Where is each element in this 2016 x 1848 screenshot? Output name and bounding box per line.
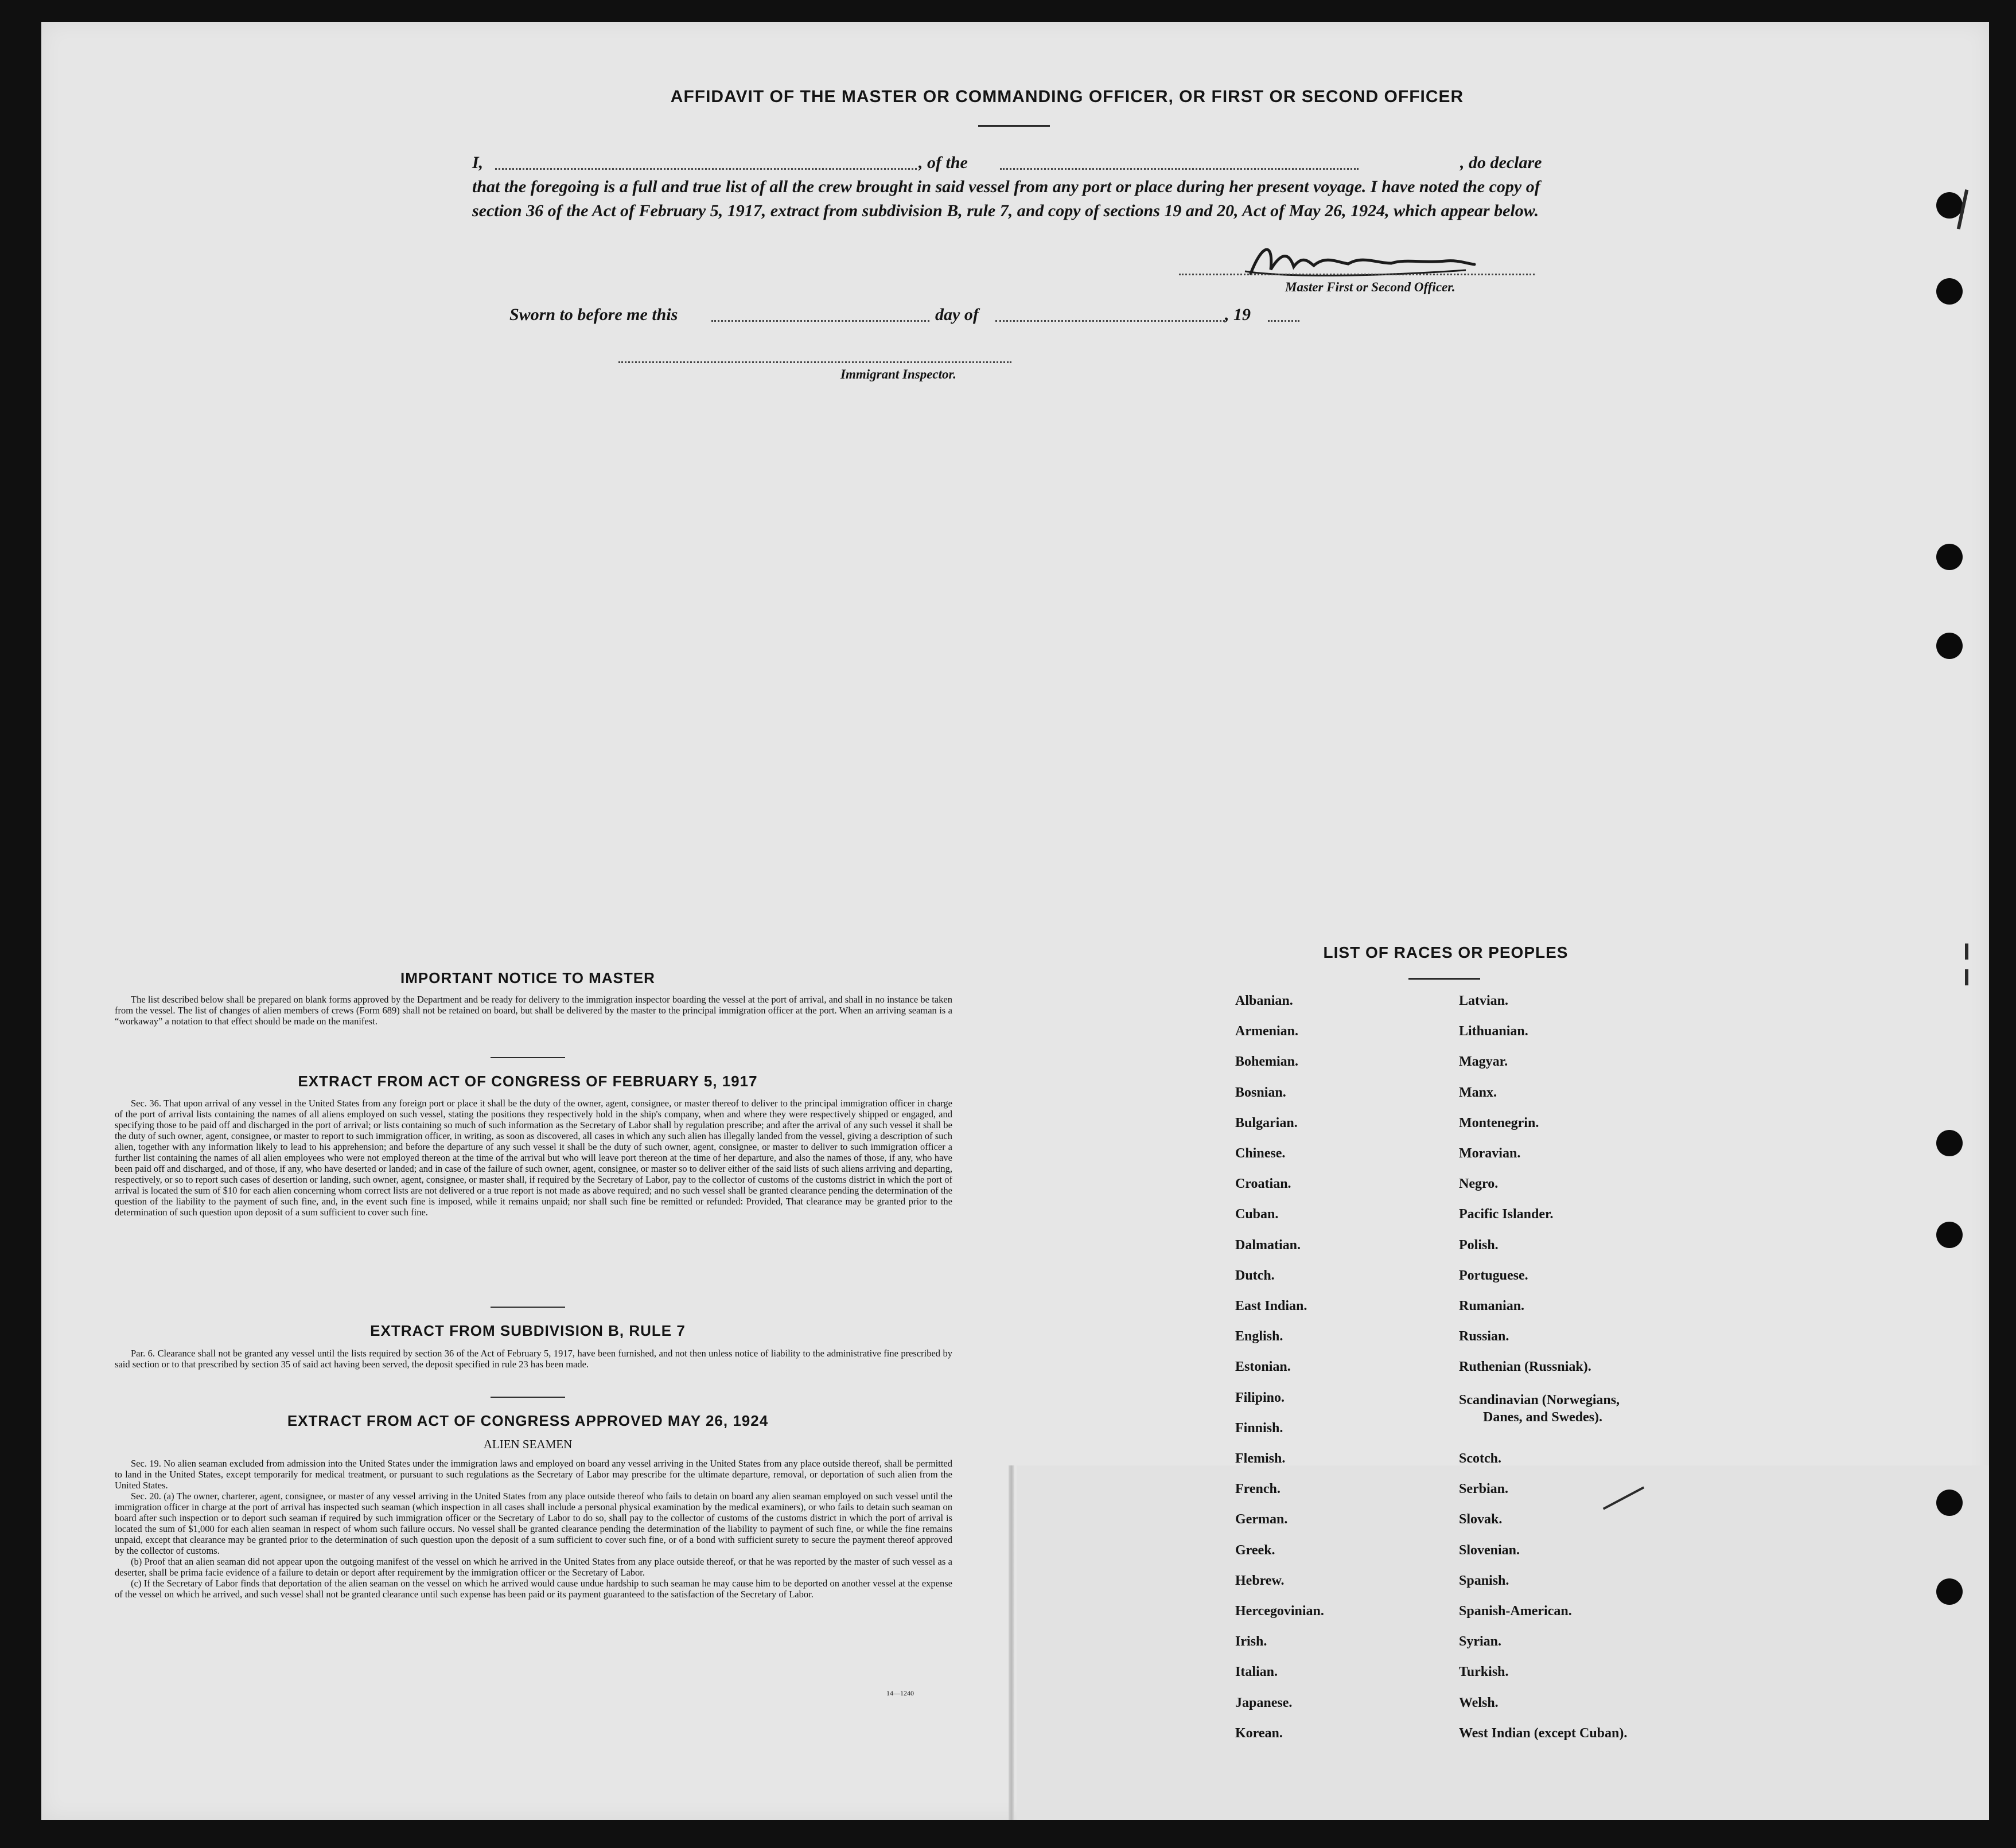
race-item: Montenegrin.	[1459, 1116, 1539, 1130]
binder-hole-icon	[1936, 278, 1963, 305]
affidavit-of-label: , of the	[919, 153, 968, 172]
affidavit-title: AFFIDAVIT OF THE MASTER OR COMMANDING OFFICER, OR FIRST OR SECOND OFFICER	[670, 87, 1464, 106]
race-item: West Indian (except Cuban).	[1459, 1726, 1628, 1741]
extract-1917-body: Sec. 36. That upon arrival of any vessel in the United States from any foreign port or place it shall be the duty of the owner, agent, consignee, or master thereof to deliver to the principal immigration officer in charge of the port of arrival lists containing the names of all aliens employed on such vessel, stating the positions they respectively hold in the ship's company, when and where they were respectively shipped or engaged, and specifying those to be paid off and discharged in the port of arrival; or lists containing so much of such information as the Secretary of Labor shall by regulation prescribe; and after the arrival of any such vessel it shall be the duty of such owner, agent, consignee, or master to report to such immigration officer, in writing, as soon as discovered, all cases in which any such alien has illegally landed from the vessel, giving a description of such alien, together with any information likely to lead to his apprehension; and before the departure of any such vessel it shall be the duty of such owner, agent, consignee, or master to deliver to such immigration officer a further list containing the names of all alien employees who were not employed thereon at the time of the arrival but who will leave port thereon at the time of her departure, and also the names of those, if any, who have been paid off and discharged, and of those, if any, who have deserted or landed; and in case of the failure of such owner, agent, consignee, or master so to deliver either of the said lists of such aliens arriving and departing, respectively, or so to report such cases of desertion or landing, such owner, agent, consignee, or master shall, if required by the Secretary of Labor, pay to the collector of customs of the customs district in which the port of arrival is located the sum of $10 for each alien concerning whom correct lists are not delivered or a true report is not made as above required; and no such vessel shall be granted clearance pending the determination of the question of the liability to the payment of such fine, and, in the event such fine is imposed, while it remains unpaid; nor shall such fine be remitted or refunded: Provided, That clearance may be granted prior to the determination of such question upon deposit of a sum sufficient to cover such fine.	[115, 1098, 952, 1218]
race-item: English.	[1235, 1329, 1283, 1344]
race-item: Manx.	[1459, 1085, 1497, 1100]
name-blank[interactable]	[495, 168, 917, 170]
race-item: Spanish.	[1459, 1573, 1509, 1588]
sec20a-paragraph: Sec. 20. (a) The owner, charterer, agent, consignee, or master of any vessel arriving in the United States from any place outside thereof who fails to detain on board any alien seaman employed on such vessel until the immigration officer in charge at the port of arrival has inspected such seaman (which inspection in all cases shall include a personal physical examination by the medical examiners), or who fails to detain such seaman on board after such inspection or to deport such seaman if required by such immigration officer or the Secretary of Labor to do so, shall pay to the collector of customs of the customs district in which the port of arrival is located the sum of $1,000 for each alien seaman in respect of whom such failure occurs. No vessel shall be granted clearance pending the determination of the liability to payment of such fine, or while the fine remains unpaid, except that clearance may be granted prior to the determination of such question upon the deposit of a sum sufficient to cover such fine, or of a bond with sufficient surety to secure the payment thereof approved by the collector of customs.	[115, 1491, 952, 1556]
notice-title: IMPORTANT NOTICE TO MASTER	[400, 969, 655, 987]
extract-rule7-body: Par. 6. Clearance shall not be granted any vessel until the lists required by section 36 of the Act of February 5, 1917, have been furnished, and not then unless notice of liability to the administrative fine prescribed by said section or to that prescribed by section 35 of said act having been served, the deposit specified in rule 23 has been made.	[115, 1348, 952, 1370]
pencil-mark	[1965, 944, 1968, 960]
affidavit-declaration	[472, 151, 1559, 223]
binder-hole-icon	[1936, 1222, 1963, 1248]
race-item: Rumanian.	[1459, 1299, 1525, 1313]
race-item: Armenian.	[1235, 1024, 1298, 1039]
race-item: Italian.	[1235, 1664, 1278, 1679]
race-item: Croatian.	[1235, 1176, 1291, 1191]
race-item: East Indian.	[1235, 1299, 1307, 1313]
race-item: Korean.	[1235, 1726, 1283, 1741]
race-item: Dutch.	[1235, 1268, 1275, 1283]
sworn-day-blank[interactable]	[711, 320, 929, 322]
extract-rule7-divider	[491, 1397, 565, 1398]
race-item: Moravian.	[1459, 1146, 1521, 1161]
signature-caption: Master First or Second Officer.	[1285, 280, 1455, 294]
races-title-rule	[1408, 978, 1480, 980]
binder-hole-icon	[1936, 1130, 1963, 1156]
inspector-signature-line[interactable]	[618, 361, 1011, 363]
sworn-day-label: day of	[935, 305, 979, 324]
race-item: Hercegovinian.	[1235, 1604, 1324, 1619]
binder-hole-icon	[1936, 1490, 1963, 1516]
race-item: Welsh.	[1459, 1695, 1499, 1710]
race-item: Filipino.	[1235, 1390, 1285, 1405]
race-item: Bohemian.	[1235, 1054, 1299, 1069]
notice-body: The list described below shall be prepared on blank forms approved by the Department and be ready for delivery to the immigration inspector boarding the vessel at the port of arrival, and shall in no instance be taken from the vessel. The list of changes of alien members of crews (Form 689) shall not be retained on board, but shall be delivered by the master to the principal immigration officer at the port. When an arriving seaman is a “workaway” a notation to that effect should be made on the manifest.	[115, 994, 952, 1027]
race-item: Ruthenian (Russniak).	[1459, 1359, 1591, 1374]
race-item: Polish.	[1459, 1238, 1499, 1253]
affidavit-title-rule	[978, 125, 1050, 127]
alien-seamen-subtitle: ALIEN SEAMEN	[483, 1437, 573, 1451]
race-item: Portuguese.	[1459, 1268, 1528, 1283]
binder-hole-icon	[1936, 544, 1963, 570]
race-item: Estonian.	[1235, 1359, 1291, 1374]
race-item: Chinese.	[1235, 1146, 1286, 1161]
binder-hole-icon	[1936, 1578, 1963, 1605]
affidavit-i-label: I,	[472, 153, 484, 172]
race-item: Serbian.	[1459, 1481, 1509, 1496]
race-item: Greek.	[1235, 1543, 1275, 1558]
race-item: Syrian.	[1459, 1634, 1502, 1649]
extract-1917-divider	[491, 1307, 565, 1308]
race-item: Spanish-American.	[1459, 1604, 1572, 1619]
race-item: Dalmatian.	[1235, 1238, 1301, 1253]
race-item: Flemish.	[1235, 1451, 1286, 1466]
signature-icon	[1239, 238, 1480, 284]
inspector-caption: Immigrant Inspector.	[840, 367, 956, 381]
signature-line[interactable]	[1179, 274, 1535, 275]
race-item: French.	[1235, 1481, 1281, 1496]
race-item: Scotch.	[1459, 1451, 1501, 1466]
race-item: Turkish.	[1459, 1664, 1509, 1679]
races-title: LIST OF RACES OR PEOPLES	[1323, 944, 1569, 961]
race-item: Irish.	[1235, 1634, 1267, 1649]
extract-1924-title: EXTRACT FROM ACT OF CONGRESS APPROVED MAY 26, 1924	[287, 1412, 769, 1429]
race-item: Pacific Islander.	[1459, 1207, 1554, 1222]
sworn-label: Sworn to before me this	[509, 305, 678, 324]
race-item: Hebrew.	[1235, 1573, 1285, 1588]
race-item: Bulgarian.	[1235, 1116, 1298, 1130]
race-item: Albanian.	[1235, 993, 1293, 1008]
race-item: Negro.	[1459, 1176, 1499, 1191]
race-item: Magyar.	[1459, 1054, 1508, 1069]
sec19-paragraph: Sec. 19. No alien seaman excluded from admission into the United States under the immigration laws and employed on board any vessel arriving in the United States from any place outside thereof, shall be permitted to land in the United States, except temporarily for medical treatment, or pursuant to such regulations as the Secretary of Labor may prescribe for the ultimate departure, removal, or deportation of such alien from the United States.	[115, 1458, 952, 1491]
sworn-month-blank[interactable]	[995, 320, 1225, 322]
sec20c-paragraph: (c) If the Secretary of Labor finds that deportation of the alien seaman on the vessel on which he arrived would cause undue hardship to such seaman he may cause him to be deported on another vessel at the expense of the vessel on which he arrived, and such vessel shall not be granted clearance until such expense has been paid or its payment guaranteed to the satisfaction of the Secretary of Labor.	[115, 1578, 952, 1600]
race-item: Lithuanian.	[1459, 1024, 1528, 1039]
race-item: Bosnian.	[1235, 1085, 1286, 1100]
race-item: Russian.	[1459, 1329, 1509, 1344]
binder-hole-icon	[1936, 192, 1963, 219]
binder-hole-icon	[1936, 633, 1963, 659]
vessel-blank[interactable]	[1000, 168, 1359, 170]
race-item: German.	[1235, 1512, 1288, 1527]
race-item: Japanese.	[1235, 1695, 1293, 1710]
sworn-year-blank[interactable]	[1268, 320, 1299, 322]
form-number: 14—1240	[886, 1689, 914, 1697]
extract-1924-body	[115, 1458, 952, 1600]
race-item: Latvian.	[1459, 993, 1509, 1008]
notice-divider	[491, 1057, 565, 1058]
race-item: Finnish.	[1235, 1421, 1283, 1436]
race-item: Slovak.	[1459, 1512, 1503, 1527]
extract-1917-title: EXTRACT FROM ACT OF CONGRESS OF FEBRUARY 5, 1917	[298, 1073, 758, 1090]
sworn-year-label: , 19	[1225, 305, 1251, 324]
pencil-mark	[1965, 969, 1968, 985]
race-item: Scandinavian (Norwegians, Danes, and Swedes).	[1459, 1393, 1620, 1425]
race-item: Slovenian.	[1459, 1543, 1520, 1558]
affidavit-declare-label: , do declare	[1460, 153, 1542, 172]
race-item: Cuban.	[1235, 1207, 1279, 1222]
sec20b-paragraph: (b) Proof that an alien seaman did not appear upon the outgoing manifest of the vessel on which he arrived in the United States from any place outside thereof, or that he was reported by the master of such vessel as a deserter, shall be prima facie evidence of a failure to detain or deport after requirement by the immigration officer or the Secretary of Labor.	[115, 1556, 952, 1578]
page-fold	[1009, 1465, 1014, 1820]
lower-right-page-edge	[1017, 1465, 1989, 1820]
extract-rule7-title: EXTRACT FROM SUBDIVISION B, RULE 7	[370, 1322, 686, 1339]
affidavit-body: that the foregoing is a full and true list of all the crew brought in said vessel from any port or place during her present voyage. I have noted the copy of section 36 of the Act of February 5, 1917, extract from subdivision B, rule 7, and copy of sections 19 and 20, Act of May 26, 1924, which appear below.	[472, 177, 1540, 220]
